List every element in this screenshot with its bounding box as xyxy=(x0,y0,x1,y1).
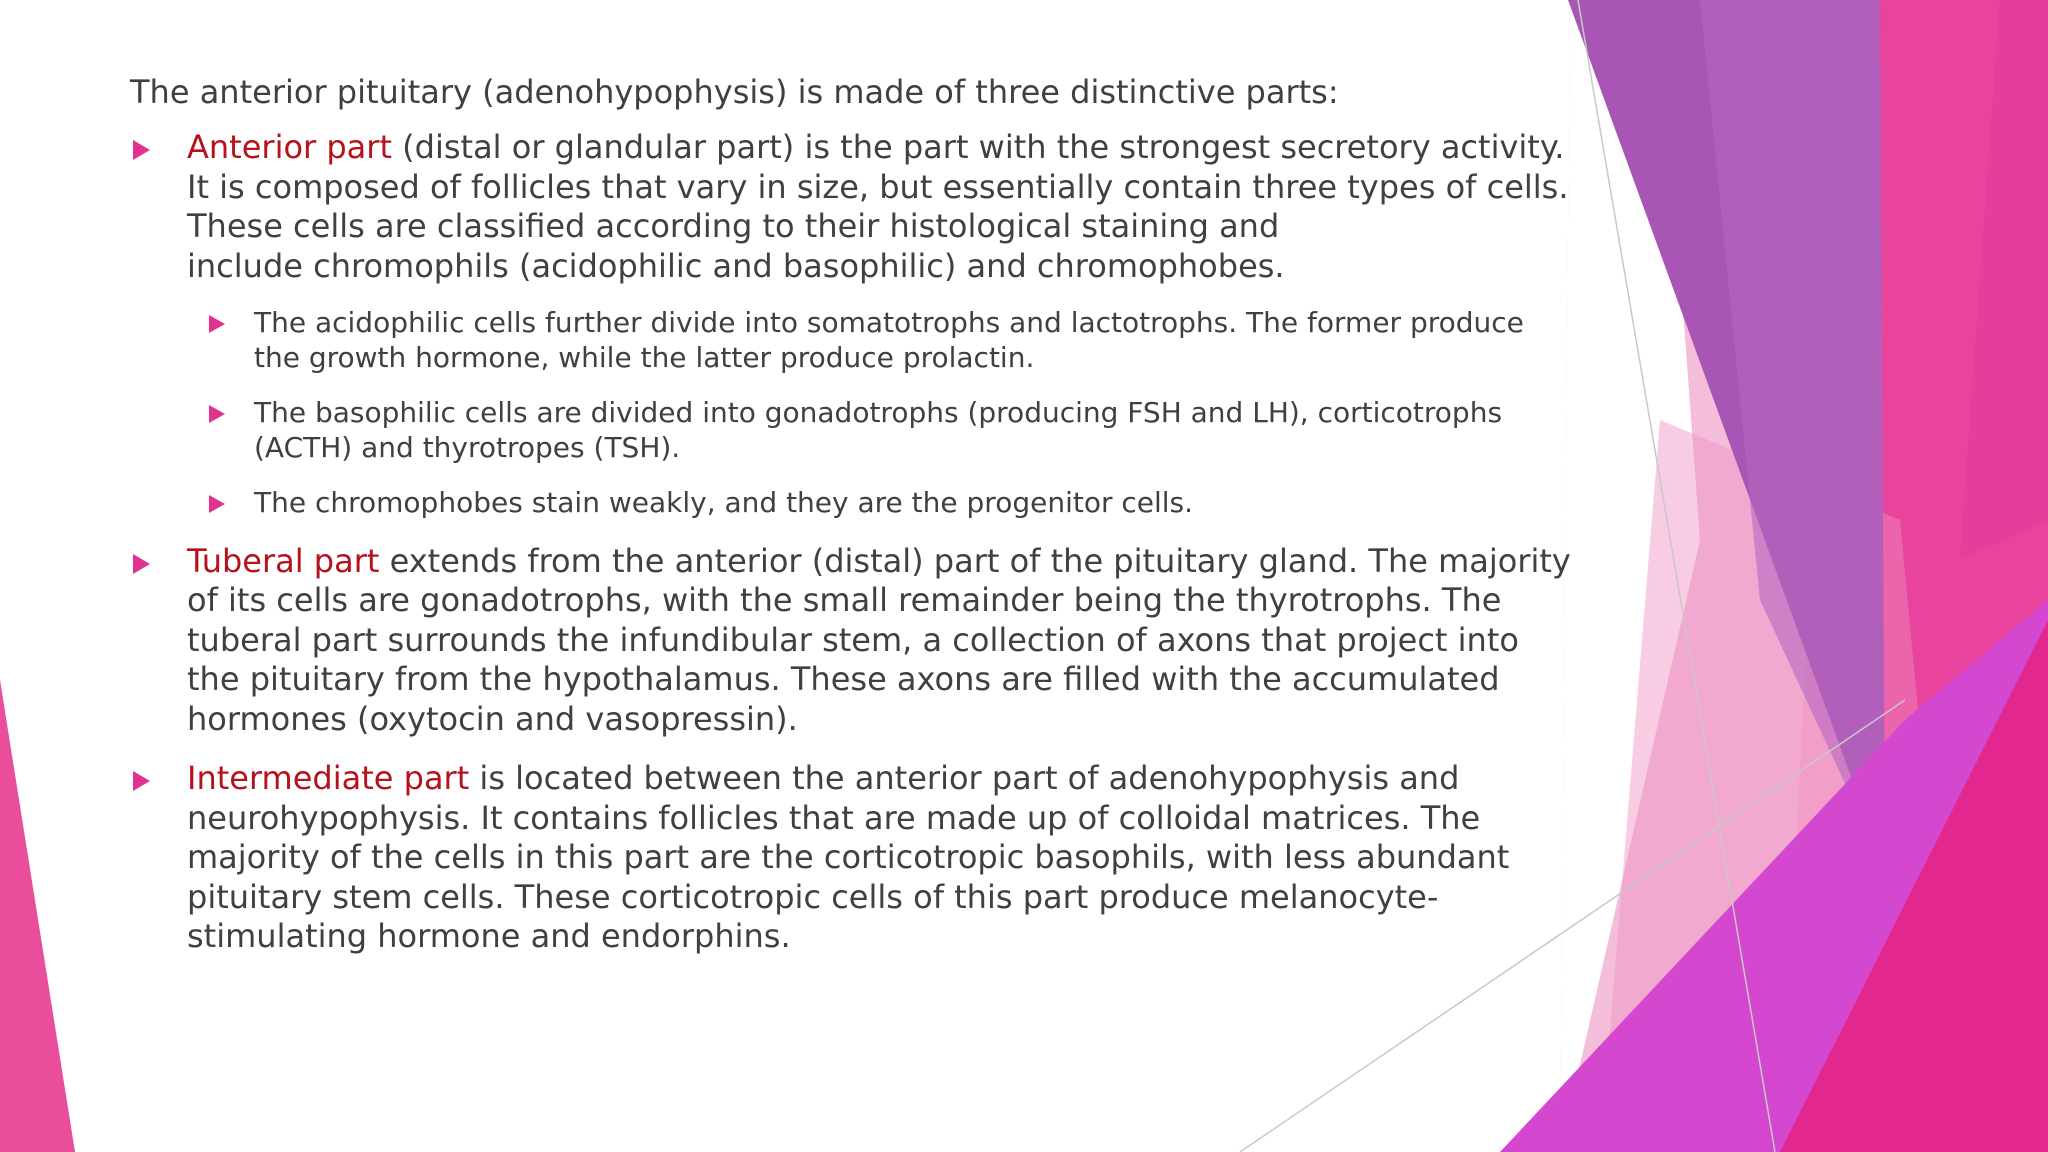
sub-bullet-arrow-icon xyxy=(209,315,225,333)
bullet-line: pituitary stem cells. These corticotropic cells of this part produce melanocyte- xyxy=(187,877,1439,916)
term-tuberal-part: Tuberal part xyxy=(187,541,380,580)
bullet-arrow-icon xyxy=(133,771,150,791)
bullet-line: of its cells are gonadotrophs, with the small remainder being the thyrotrophs. The xyxy=(187,581,1502,619)
bullet-line: hormones (oxytocin and vasopressin). xyxy=(187,699,798,738)
bullet-line: neurohypophysis. It contains follicles that are made up of colloidal matrices. The xyxy=(187,798,1481,837)
sub-bullet-basophilic xyxy=(130,396,1630,465)
bullet-line: the pituitary from the hypothalamus. These axons are filled with the accumulated xyxy=(187,660,1500,698)
intro-text: The anterior pituitary (adenohypophysis) is made of three distinctive parts: xyxy=(130,73,1339,111)
bullet-text: (distal or glandular part) is the part with the strongest secretory activity. xyxy=(391,128,1565,166)
sub-bullet-arrow-icon xyxy=(209,405,225,423)
bullet-line xyxy=(187,128,1630,168)
left-pink-shape xyxy=(0,680,75,1152)
bullet-line: stimulating hormone and endorphins. xyxy=(187,917,791,955)
sub-bullet-line: The basophilic cells are divided into gonadotrophs (producing FSH and LH), corticotrophs xyxy=(254,396,1503,429)
sub-bullet-line: The acidophilic cells further divide into somatotrophs and lactotrophs. The former produce xyxy=(254,306,1524,339)
bullet-arrow-icon xyxy=(133,554,150,574)
bullet-text: extends from the anterior (distal) part of the pituitary gland. The majority xyxy=(379,541,1571,580)
sub-bullet-line: The chromophobes stain weakly, and they are the progenitor cells. xyxy=(254,486,1194,519)
bullet-tuberal-part xyxy=(130,542,1630,740)
sub-bullet-chromophobes xyxy=(130,486,1630,521)
bullet-line xyxy=(187,759,1630,799)
bullet-line: include chromophils (acidophilic and basophilic) and chromophobes. xyxy=(187,246,1285,285)
bullet-intermediate-part xyxy=(130,759,1630,957)
sub-bullet-line: the growth hormone, while the latter produce prolactin. xyxy=(254,340,1035,374)
bullet-line xyxy=(187,542,1630,582)
bullet-anterior-part xyxy=(130,128,1630,286)
sub-bullet-arrow-icon xyxy=(209,495,225,513)
term-anterior-part: Anterior part xyxy=(187,128,392,166)
slide-content xyxy=(130,72,1630,977)
term-intermediate-part: Intermediate part xyxy=(187,759,470,797)
bullet-arrow-icon xyxy=(133,140,150,160)
bullet-text: is located between the anterior part of adenohypophysis and xyxy=(469,759,1460,797)
bullet-line: tuberal part surrounds the infundibular stem, a collection of axons that project into xyxy=(187,620,1519,659)
bullet-line: majority of the cells in this part are the corticotropic basophils, with less abundant xyxy=(187,838,1510,876)
sub-bullet-acidophilic xyxy=(130,306,1630,375)
anterior-part-sub-list xyxy=(130,306,1630,521)
bullet-line: It is composed of follicles that vary in size, but essentially contain three types of cells. xyxy=(187,167,1569,206)
sub-bullet-line: (ACTH) and thyrotropes (TSH). xyxy=(254,430,681,464)
bullet-line: These cells are classified according to their histological staining and xyxy=(187,207,1280,245)
